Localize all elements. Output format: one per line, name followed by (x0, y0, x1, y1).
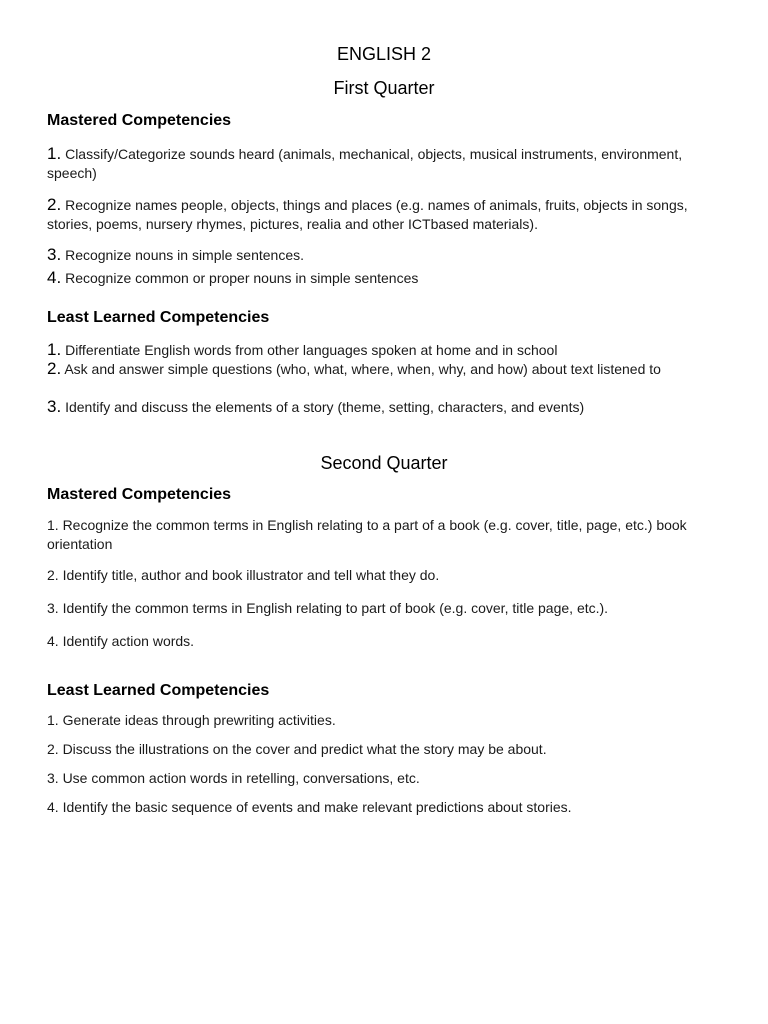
q2-least-item-2: 2. Discuss the illustrations on the cover and predict what the story may be about. (47, 741, 547, 757)
item-text: Recognize names people, objects, things and places (e.g. names of animals, fruits, objects in songs, stories, poems, nursery rhymes, pictures, realia and other ICTbased materials). (47, 197, 688, 232)
q1-mastered-item-2 (47, 195, 727, 234)
q2-mastered-item-2: 2. Identify title, author and book illustrator and tell what they do. (47, 567, 440, 583)
item-number: 2. (47, 359, 62, 378)
item-number: 2. (47, 195, 62, 214)
item-text: Ask and answer simple questions (who, what, where, when, why, and how) about text listened to (64, 361, 661, 377)
item-text: Recognize common or proper nouns in simple sentences (65, 270, 419, 286)
q2-mastered-item-3: 3. Identify the common terms in English relating to part of book (e.g. cover, title page, etc.). (47, 600, 609, 616)
q2-mastered-heading: Mastered Competencies (47, 486, 232, 503)
item-number: 1. (47, 144, 62, 163)
q1-mastered-item-1 (47, 144, 727, 183)
q1-mastered-heading: Mastered Competencies (47, 112, 232, 129)
q1-least-heading: Least Learned Competencies (47, 309, 270, 326)
q1-least-item-2 (47, 360, 727, 378)
item-number: 4. (47, 268, 62, 287)
item-number: 3. (47, 245, 62, 264)
q1-mastered-item-3 (47, 245, 727, 265)
item-text: Identify and discuss the elements of a story (theme, setting, characters, and events) (65, 399, 585, 415)
q1-least-item-3 (47, 397, 727, 417)
item-number: 1. (47, 340, 62, 359)
item-text: Differentiate English words from other languages spoken at home and in school (65, 342, 558, 358)
q1-mastered-item-4 (47, 268, 727, 288)
first-quarter-title: First Quarter (333, 78, 435, 98)
q2-least-heading: Least Learned Competencies (47, 682, 270, 699)
q2-least-item-1: 1. Generate ideas through prewriting activities. (47, 712, 336, 728)
q2-mastered-item-1: 1. Recognize the common terms in English relating to a part of a book (e.g. cover, title, page, etc.) book orientation (47, 517, 687, 552)
q2-mastered-item-4: 4. Identify action words. (47, 633, 195, 649)
item-number: 3. (47, 397, 62, 416)
q2-least-item-4: 4. Identify the basic sequence of events and make relevant predictions about stories. (47, 799, 572, 815)
document-title: ENGLISH 2 (336, 44, 432, 64)
item-text: Classify/Categorize sounds heard (animals, mechanical, objects, musical instruments, environment, speech) (47, 146, 683, 181)
q1-least-item-1 (47, 340, 727, 360)
item-text: Recognize nouns in simple sentences. (65, 247, 304, 263)
q2-least-item-3: 3. Use common action words in retelling, conversations, etc. (47, 770, 420, 786)
second-quarter-title: Second Quarter (320, 453, 448, 473)
